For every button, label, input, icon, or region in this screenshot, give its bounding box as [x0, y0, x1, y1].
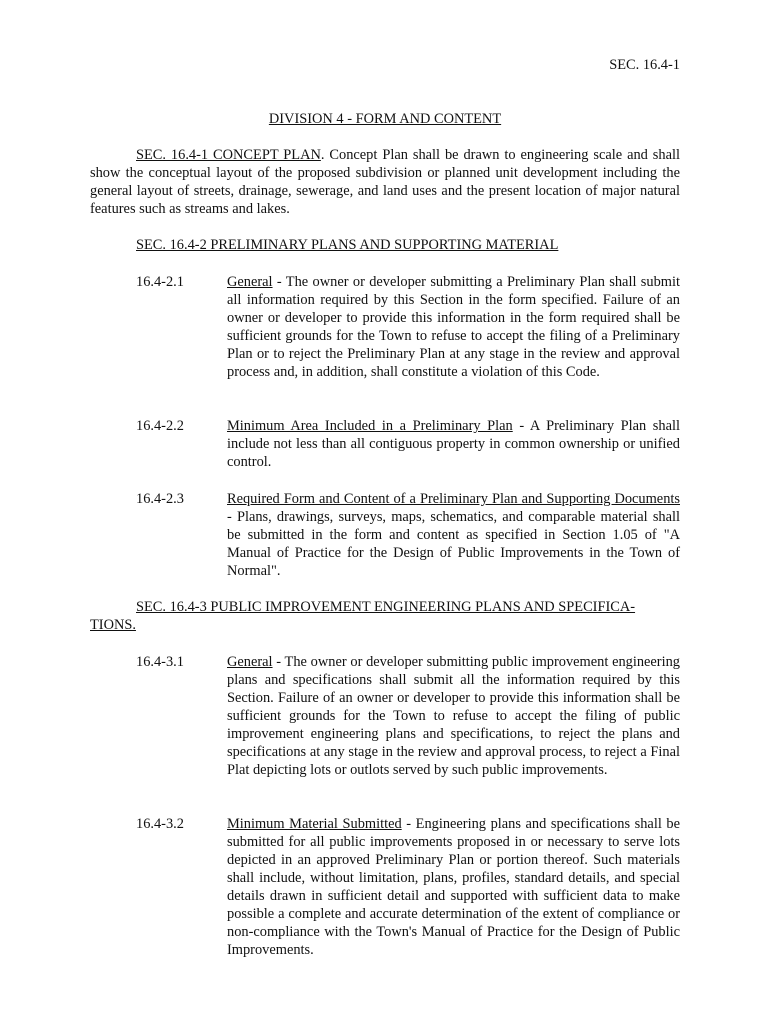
engineering-plans-heading-cont [90, 616, 136, 634]
division-title [0, 110, 770, 128]
item-body [227, 273, 680, 381]
item-text: - Plans, drawings, surveys, maps, schematics, and comparable material shall be submitted in the form and content as specified in Section 1.05 of "A Manual of Practice for the Design of Public Improvements in the Town of Normal". [227, 509, 680, 579]
concept-plan-heading: SEC. 16.4-1 CONCEPT PLAN [136, 147, 321, 163]
section-reference-header: SEC. 16.4-1 [609, 57, 680, 73]
engineering-plans-heading-line1: SEC. 16.4-3 PUBLIC IMPROVEMENT ENGINEERING PLANS AND SPECIFICA- [136, 599, 636, 615]
preliminary-plans-heading-text: SEC. 16.4-2 PRELIMINARY PLANS AND SUPPORTING MATERIAL [136, 237, 559, 253]
division-title-text: DIVISION 4 - FORM AND CONTENT [268, 111, 502, 127]
item-text: - The owner or developer submitting public improvement engineering plans and specifications shall submit all the information required by this Section. Failure of an owner or developer to provide this information shall be sufficient grounds for the Town to refuse to accept the filing of public improvement engineering plans and specifications, to reject the plans and specifications at any stage in the review and approval process, to reject a Final Plat depicting lots or outlots served by such public improvements. [227, 654, 680, 778]
item-number: 16.4-2.1 [136, 274, 184, 290]
item-body [227, 490, 680, 580]
item-body [227, 815, 680, 959]
item-number: 16.4-2.3 [136, 491, 184, 507]
item-body [227, 417, 680, 471]
item-text: - Engineering plans and specifications shall be submitted for all public improvements proposed in or necessary to serve lots depicted in an approved Preliminary Plan or portion thereof. Such materials shall include, without limitation, plans, profiles, standard details, and special details drawn in sufficient detail and supported with sufficient data to make possible a complete and accurate determination of the extent of compliance or non-compliance with the Town's Manual of Practice for the Design of Public Improvements. [227, 816, 680, 958]
item-title: Required Form and Content of a Preliminary Plan and Supporting Documents [227, 491, 680, 507]
item-title: General [227, 274, 273, 290]
concept-plan-text: . Concept Plan shall be drawn to engineering scale and shall show the conceptual layout of the proposed subdivision or planned unit development including the general layout of streets, drainage, sewerage, and land uses and the present location of major natural features such as streams and lakes. [90, 147, 680, 217]
concept-plan-section [90, 146, 680, 218]
engineering-plans-heading-line2: TIONS. [90, 617, 136, 633]
item-body [227, 653, 680, 779]
item-title: General [227, 654, 273, 670]
item-number: 16.4-3.1 [136, 654, 184, 670]
item-number: 16.4-2.2 [136, 418, 184, 434]
preliminary-plans-heading [136, 236, 558, 254]
item-title: Minimum Material Submitted [227, 816, 402, 832]
engineering-plans-heading [90, 598, 680, 616]
item-text: - The owner or developer submitting a Preliminary Plan shall submit all information required by this Section in the form specified. Failure of an owner or developer to provide this information in the form required shall be sufficient grounds for the Town to refuse to accept the filing of a Preliminary Plan or to reject the Preliminary Plan at any stage in the review and approval process and, in addition, shall constitute a violation of this Code. [227, 274, 680, 380]
item-title: Minimum Area Included in a Preliminary Plan [227, 418, 513, 434]
item-text: - A Preliminary Plan shall include not less than all contiguous property in common ownership or unified control. [227, 418, 680, 470]
item-number: 16.4-3.2 [136, 816, 184, 832]
